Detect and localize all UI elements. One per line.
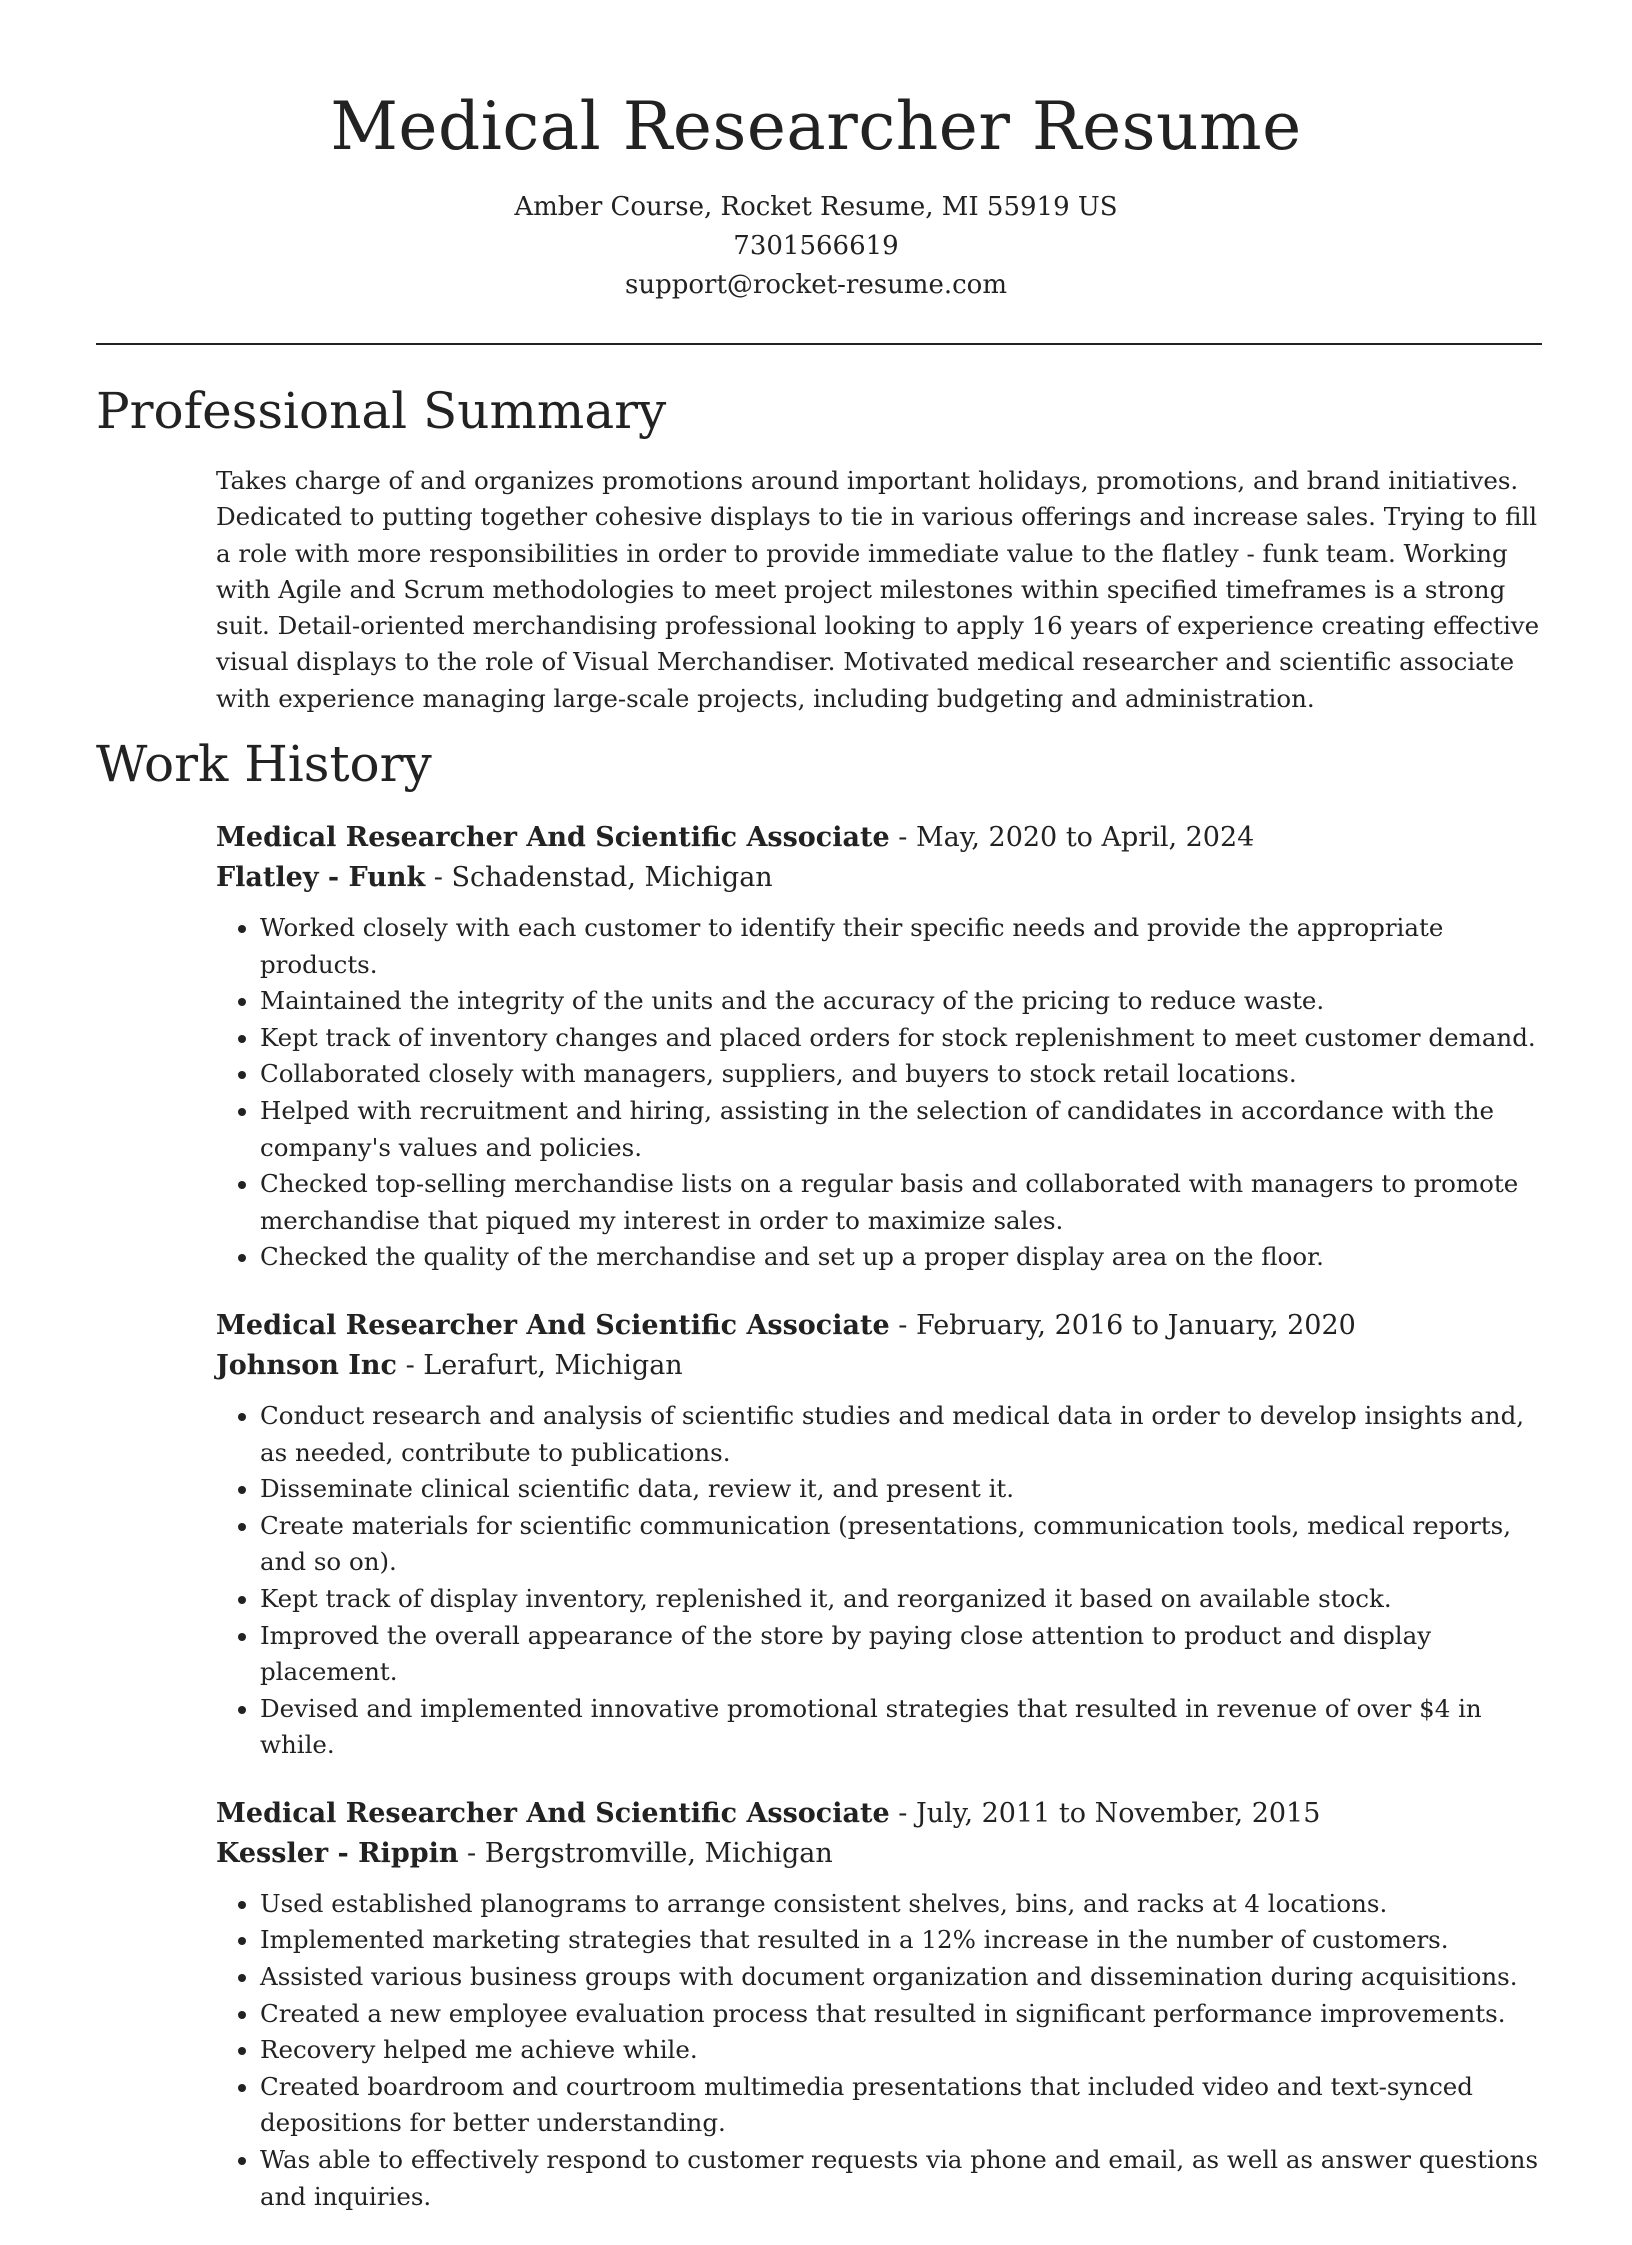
list-item: • Was able to effectively respond to customer requests via phone and email, as well as answer questions and inquiries. — [260, 2142, 1556, 2215]
list-item: • Improved the overall appearance of the store by paying close attention to product and display placement. — [260, 1618, 1556, 1691]
job-title: Medical Researcher And Scientific Associate — [216, 1797, 890, 1829]
job-company: Kessler - Rippin — [216, 1837, 459, 1869]
list-item: • Disseminate clinical scientific data, review it, and present it. — [260, 1471, 1556, 1508]
contact-email: support@rocket-resume.com — [624, 270, 1007, 300]
job-title-line — [216, 1306, 1556, 1346]
job-company-line — [216, 1346, 1556, 1386]
list-item: • Kept track of display inventory, replenished it, and reorganized it based on available stock. — [260, 1581, 1556, 1618]
job-company-line — [216, 1834, 1556, 1874]
list-item: • Checked top-selling merchandise lists on a regular basis and collaborated with managers to promote merchandise that piqued my interest in order to maximize sales. — [260, 1166, 1556, 1239]
list-item: • Created boardroom and courtroom multimedia presentations that included video and text-synced depositions for better understanding. — [260, 2069, 1556, 2142]
job-location: - Bergstromville, Michigan — [458, 1837, 833, 1869]
job-company-line — [216, 858, 1556, 898]
job-title: Medical Researcher And Scientific Associate — [216, 1309, 890, 1341]
resume-header — [0, 0, 1632, 305]
job-entry — [216, 1794, 1556, 2215]
list-item: • Recovery helped me achieve while. — [260, 2032, 1556, 2069]
list-item: • Implemented marketing strategies that resulted in a 12% increase in the number of customers. — [260, 1922, 1556, 1959]
contact-phone: 7301566619 — [733, 231, 899, 261]
list-item: • Kept track of inventory changes and placed orders for stock replenishment to meet customer demand. — [260, 1020, 1556, 1057]
job-title: Medical Researcher And Scientific Associate — [216, 822, 890, 853]
job-company: Johnson Inc — [216, 1349, 397, 1381]
page-title: Medical Researcher Resume — [330, 88, 1302, 165]
job-title-line — [216, 1794, 1556, 1834]
work-history-heading: Work History — [96, 735, 432, 793]
summary-text: Takes charge of and organizes promotions around important holidays, promotions, and brand initiatives. Dedicated to putting together cohesive displays to tie in various offerings and increase sales. Trying to fill a role with more responsibilities in order to provide immediate value to the flatley - funk team. Working with Agile and Scrum methodologies to meet project milestones within specified timeframes is a strong suit. Detail-oriented merchandising professional looking to apply 16 years of experience creating effective visual displays to the role of Visual Merchandiser. Motivated medical researcher and scientific associate with experience managing large-scale projects, including budgeting and administration. — [216, 466, 1540, 713]
job-dates: - July, 2011 to November, 2015 — [889, 1797, 1321, 1829]
summary-heading: Professional Summary — [96, 382, 667, 440]
job-bullets — [216, 1398, 1556, 1764]
work-history-list — [216, 818, 1556, 2245]
job-company: Flatley - Funk — [216, 862, 426, 893]
job-location: - Schadenstad, Michigan — [425, 862, 773, 893]
job-title-line — [216, 818, 1556, 858]
list-item: • Worked closely with each customer to identify their specific needs and provide the appropriate products. — [260, 910, 1556, 983]
job-entry — [216, 1306, 1556, 1764]
header-divider — [96, 343, 1542, 345]
job-dates: - February, 2016 to January, 2020 — [889, 1309, 1356, 1341]
job-dates: - May, 2020 to April, 2024 — [889, 822, 1255, 853]
list-item: • Maintained the integrity of the units and the accuracy of the pricing to reduce waste. — [260, 983, 1556, 1020]
list-item: • Checked the quality of the merchandise and set up a proper display area on the floor. — [260, 1239, 1556, 1276]
job-bullets — [216, 1886, 1556, 2215]
list-item: • Create materials for scientific communication (presentations, communication tools, medical reports, and so on). — [260, 1508, 1556, 1581]
contact-block — [0, 188, 1632, 305]
job-location: - Lerafurt, Michigan — [396, 1349, 683, 1381]
list-item: • Devised and implemented innovative promotional strategies that resulted in revenue of over $4 in while. — [260, 1691, 1556, 1764]
list-item: • Collaborated closely with managers, suppliers, and buyers to stock retail locations. — [260, 1056, 1556, 1093]
list-item: • Used established planograms to arrange consistent shelves, bins, and racks at 4 locations. — [260, 1886, 1556, 1923]
job-bullets — [216, 910, 1556, 1276]
list-item: • Helped with recruitment and hiring, assisting in the selection of candidates in accordance with the company's values and policies. — [260, 1093, 1556, 1166]
list-item: • Created a new employee evaluation process that resulted in significant performance improvements. — [260, 1996, 1556, 2033]
job-entry — [216, 818, 1556, 1276]
contact-address: Amber Course, Rocket Resume, MI 55919 US — [514, 192, 1118, 222]
list-item: • Assisted various business groups with document organization and dissemination during acquisitions. — [260, 1959, 1556, 1996]
list-item: • Conduct research and analysis of scientific studies and medical data in order to develop insights and, as needed, contribute to publications. — [260, 1398, 1556, 1471]
